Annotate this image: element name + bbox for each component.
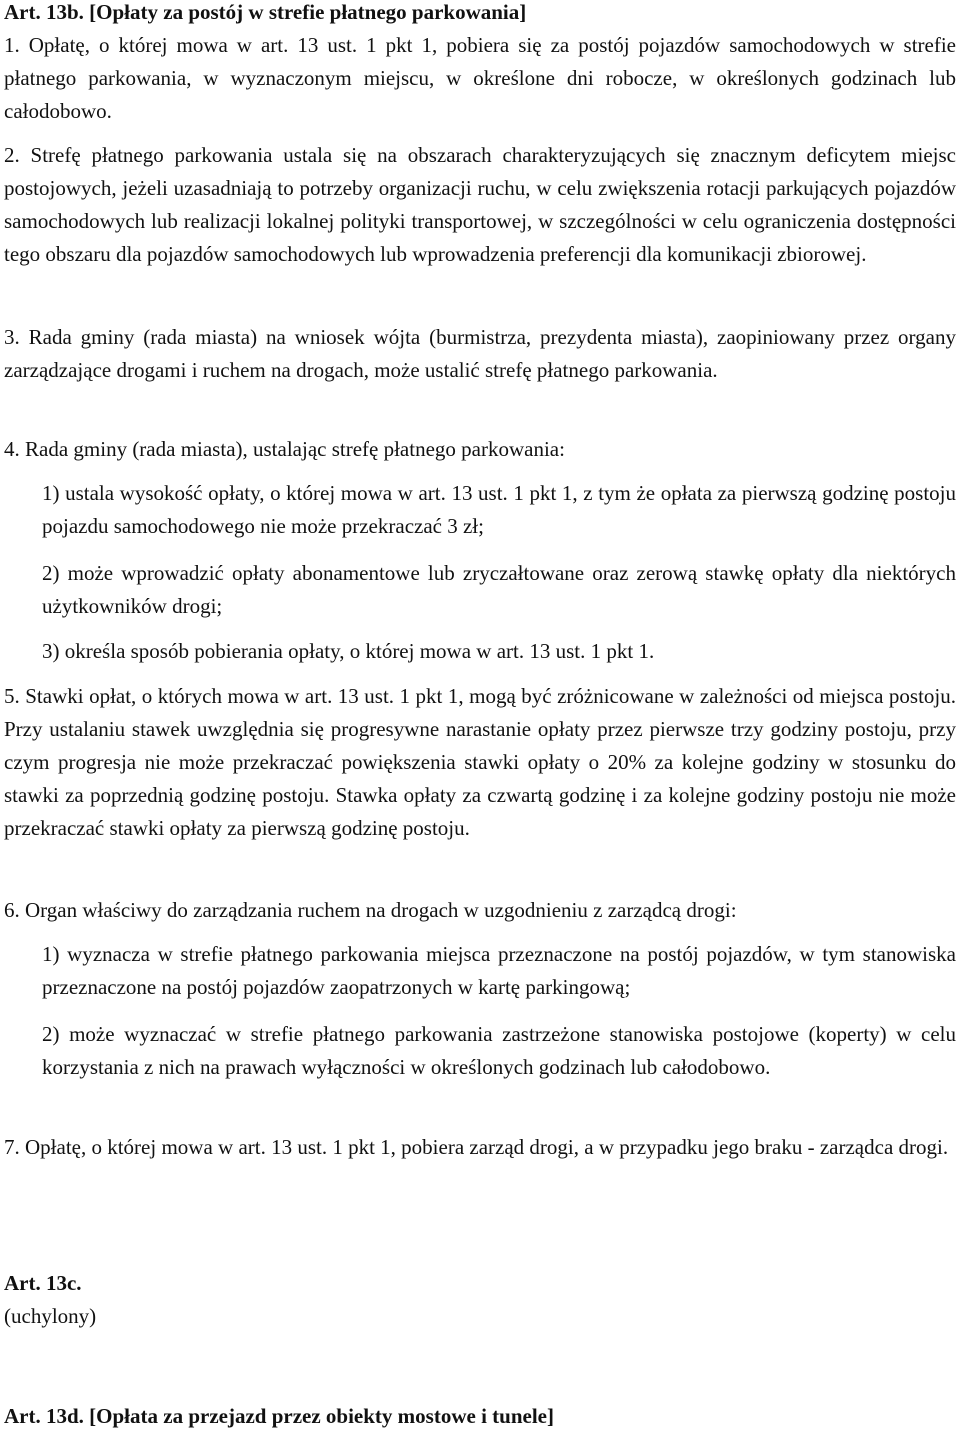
article-13c-heading: Art. 13c.: [4, 1271, 82, 1295]
article-13b-paragraph-4-item-1: 1) ustala wysokość opłaty, o której mowa w art. 13 ust. 1 pkt 1, z tym że opłata za pierwszą godzinę postoju pojazdu samochodowego nie może przekraczać 3 zł;: [42, 481, 956, 538]
article-13b-paragraph-4-item-2: 2) może wprowadzić opłaty abonamentowe lub zryczałtowane oraz zerową stawkę opłaty dla niektórych użytkowników drogi;: [42, 561, 956, 618]
article-13b-paragraph-4-item-3: 3) określa sposób pobierania opłaty, o której mowa w art. 13 ust. 1 pkt 1.: [42, 639, 655, 663]
article-13b-paragraph-1: 1. Opłatę, o której mowa w art. 13 ust. 1 pkt 1, pobiera się za postój pojazdów samochodowych w strefie płatnego parkowania, w wyznaczonym miejscu, w określone dni robocze, w określonych godzinach lub całodobowo.: [4, 33, 956, 123]
article-13b-paragraph-3: 3. Rada gminy (rada miasta) na wniosek wójta (burmistrza, prezydenta miasta), zaopiniowany przez organy zarządzające drogami i ruchem na drogach, może ustalić strefę płatnego parkowania.: [4, 325, 956, 382]
article-13b-paragraph-6-item-2: 2) może wyznaczać w strefie płatnego parkowania zastrzeżone stanowiska postojowe (koperty) w celu korzystania z nich na prawach wyłączności w określonych godzinach lub całodobowo.: [42, 1022, 956, 1079]
article-13b-heading: Art. 13b. [Opłaty za postój w strefie płatnego parkowania]: [4, 0, 527, 24]
article-13b-paragraph-2: 2. Strefę płatnego parkowania ustala się na obszarach charakteryzujących się znacznym deficytem miejsc postojowych, jeżeli uzasadniają to potrzeby organizacji ruchu, w celu zwiększenia rotacji parkujących pojazdów samochodowych lub realizacji lokalnej polityki transportowej, w szczególności w celu ograniczenia dostępności tego obszaru dla pojazdów samochodowych lub wprowadzenia preferencji dla komunikacji zbiorowej.: [4, 143, 956, 266]
article-13b-paragraph-7: 7. Opłatę, o której mowa w art. 13 ust. 1 pkt 1, pobiera zarząd drogi, a w przypadku jego braku - zarządca drogi.: [4, 1135, 949, 1159]
article-13b-paragraph-6: 6. Organ właściwy do zarządzania ruchem na drogach w uzgodnieniu z zarządcą drogi:: [4, 898, 737, 922]
article-13c-status: (uchylony): [4, 1304, 97, 1328]
article-13d-heading: Art. 13d. [Opłata za przejazd przez obiekty mostowe i tunele]: [4, 1404, 554, 1428]
article-13b-paragraph-4: 4. Rada gminy (rada miasta), ustalając strefę płatnego parkowania:: [4, 437, 565, 461]
article-13b-paragraph-6-item-1: 1) wyznacza w strefie płatnego parkowania miejsca przeznaczone na postój pojazdów, w tym stanowiska przeznaczone na postój pojazdów zaopatrzonych w kartę parkingową;: [42, 942, 956, 999]
article-13b-paragraph-5: 5. Stawki opłat, o których mowa w art. 13 ust. 1 pkt 1, mogą być zróżnicowane w zależności od miejsca postoju. Przy ustalaniu stawek uwzględnia się progresywne narastanie opłaty przez pierwsze trzy godziny postoju, przy czym progresja nie może przekraczać powiększenia stawki opłaty o 20% za kolejne godziny w stosunku do stawki za poprzednią godzinę postoju. Stawka opłaty za czwartą godzinę i za kolejne godziny postoju nie może przekraczać stawki opłaty za pierwszą godzinę postoju.: [4, 684, 956, 840]
